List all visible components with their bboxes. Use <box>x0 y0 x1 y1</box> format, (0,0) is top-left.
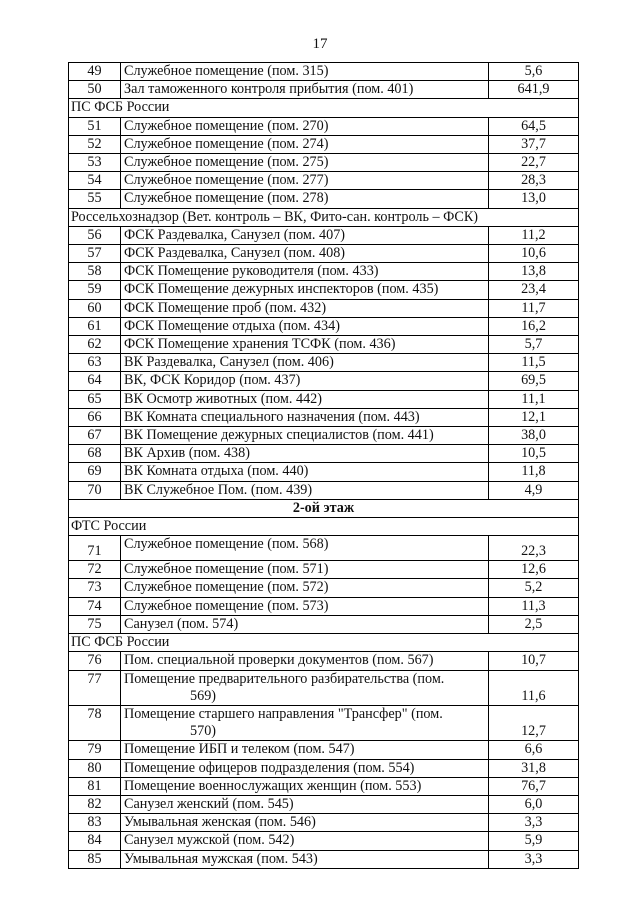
row-number: 49 <box>69 63 121 81</box>
room-area: 28,3 <box>489 172 579 190</box>
row-number: 82 <box>69 795 121 813</box>
room-name: Служебное помещение (пом. 275) <box>121 154 489 172</box>
table-row <box>69 299 579 317</box>
room-name-continuation: 569) <box>190 687 217 704</box>
page-number: 17 <box>312 36 328 52</box>
room-name: Помещение ИБП и телеком (пом. 547) <box>121 741 489 759</box>
row-number: 79 <box>69 741 121 759</box>
row-number: 59 <box>69 281 121 299</box>
table-row <box>69 354 579 372</box>
room-name: ФСК Помещение хранения ТСФК (пом. 436) <box>121 336 489 354</box>
row-number: 72 <box>69 561 121 579</box>
room-area: 11,2 <box>489 226 579 244</box>
row-number: 74 <box>69 597 121 615</box>
row-number: 63 <box>69 354 121 372</box>
room-name-line: Помещение предварительного разбирательства (пом. <box>124 670 445 687</box>
table-row <box>69 832 579 850</box>
room-name: Помещение офицеров подразделения (пом. 554) <box>121 759 489 777</box>
room-area: 13,0 <box>489 190 579 208</box>
table-row <box>69 579 579 597</box>
table-row <box>69 463 579 481</box>
group-heading: Россельхознадзор (Вет. контроль – ВК, Фито-сан. контроль – ФСК) <box>69 208 579 226</box>
table-row <box>69 281 579 299</box>
table-row <box>69 154 579 172</box>
table-row <box>69 597 579 615</box>
room-name: Санузел мужской (пом. 542) <box>121 832 489 850</box>
row-number: 77 <box>69 670 121 705</box>
row-number: 66 <box>69 408 121 426</box>
room-area: 3,3 <box>489 814 579 832</box>
premises-table-body <box>69 63 579 869</box>
group-heading: ПС ФСБ России <box>69 634 579 652</box>
floor-heading: 2-ой этаж <box>69 499 579 517</box>
room-area: 12,6 <box>489 561 579 579</box>
table-row <box>69 135 579 153</box>
room-area: 2,5 <box>489 615 579 633</box>
group-heading-row <box>69 518 579 536</box>
table-row <box>69 795 579 813</box>
room-name: Служебное помещение (пом. 270) <box>121 117 489 135</box>
room-area: 5,6 <box>489 63 579 81</box>
floor-heading-row <box>69 499 579 517</box>
room-area: 76,7 <box>489 777 579 795</box>
room-area: 64,5 <box>489 117 579 135</box>
table-row <box>69 63 579 81</box>
table-row <box>69 336 579 354</box>
room-name: Служебное помещение (пом. 315) <box>121 63 489 81</box>
room-area: 6,0 <box>489 795 579 813</box>
row-number: 73 <box>69 579 121 597</box>
table-row <box>69 245 579 263</box>
room-name: Служебное помещение (пом. 277) <box>121 172 489 190</box>
room-name: Помещение военнослужащих женщин (пом. 553) <box>121 777 489 795</box>
table-row <box>69 561 579 579</box>
room-area: 10,6 <box>489 245 579 263</box>
room-name: ВК, ФСК Коридор (пом. 437) <box>121 372 489 390</box>
table-row <box>69 777 579 795</box>
room-name: ФСК Помещение дежурных инспекторов (пом. 435) <box>121 281 489 299</box>
premises-table <box>68 62 579 869</box>
row-number: 84 <box>69 832 121 850</box>
room-name: ФСК Раздевалка, Санузел (пом. 408) <box>121 245 489 263</box>
room-name: Зал таможенного контроля прибытия (пом. 401) <box>121 81 489 99</box>
room-area: 31,8 <box>489 759 579 777</box>
room-area: 12,1 <box>489 408 579 426</box>
row-number: 69 <box>69 463 121 481</box>
room-name-continuation: 570) <box>190 723 217 740</box>
row-number: 65 <box>69 390 121 408</box>
room-area: 16,2 <box>489 317 579 335</box>
room-area: 22,7 <box>489 154 579 172</box>
room-area: 11,3 <box>489 597 579 615</box>
room-area: 3,3 <box>489 850 579 868</box>
table-row <box>69 117 579 135</box>
room-name: Служебное помещение (пом. 572) <box>121 579 489 597</box>
room-area: 12,7 <box>489 705 579 740</box>
room-name: ВК Помещение дежурных специалистов (пом. 441) <box>121 427 489 445</box>
room-area: 5,2 <box>489 579 579 597</box>
table-row <box>69 81 579 99</box>
room-name: Умывальная мужская (пом. 543) <box>121 850 489 868</box>
row-number: 75 <box>69 615 121 633</box>
room-area: 5,9 <box>489 832 579 850</box>
row-number: 55 <box>69 190 121 208</box>
row-number: 52 <box>69 135 121 153</box>
row-number: 83 <box>69 814 121 832</box>
row-number: 71 <box>69 536 121 561</box>
row-number: 51 <box>69 117 121 135</box>
room-name: ФСК Помещение отдыха (пом. 434) <box>121 317 489 335</box>
row-number: 54 <box>69 172 121 190</box>
row-number: 67 <box>69 427 121 445</box>
room-name: ФСК Раздевалка, Санузел (пом. 407) <box>121 226 489 244</box>
room-area: 641,9 <box>489 81 579 99</box>
room-name <box>121 705 489 740</box>
room-name: Служебное помещение (пом. 573) <box>121 597 489 615</box>
room-name: Служебное помещение (пом. 571) <box>121 561 489 579</box>
room-area: 5,7 <box>489 336 579 354</box>
room-area: 69,5 <box>489 372 579 390</box>
room-name: ФСК Помещение проб (пом. 432) <box>121 299 489 317</box>
room-name: Санузел (пом. 574) <box>121 615 489 633</box>
room-name: Служебное помещение (пом. 274) <box>121 135 489 153</box>
room-area: 11,7 <box>489 299 579 317</box>
room-name: Служебное помещение (пом. 278) <box>121 190 489 208</box>
room-name: Служебное помещение (пом. 568) <box>121 536 489 561</box>
table-row <box>69 317 579 335</box>
table-row <box>69 190 579 208</box>
table-row <box>69 705 579 740</box>
row-number: 70 <box>69 481 121 499</box>
room-area: 10,5 <box>489 445 579 463</box>
row-number: 57 <box>69 245 121 263</box>
table-row <box>69 741 579 759</box>
room-area: 37,7 <box>489 135 579 153</box>
row-number: 64 <box>69 372 121 390</box>
table-row <box>69 427 579 445</box>
row-number: 62 <box>69 336 121 354</box>
row-number: 58 <box>69 263 121 281</box>
row-number: 78 <box>69 705 121 740</box>
table-row <box>69 850 579 868</box>
table-row <box>69 670 579 705</box>
room-name: Санузел женский (пом. 545) <box>121 795 489 813</box>
table-row <box>69 445 579 463</box>
room-area: 10,7 <box>489 652 579 670</box>
row-number: 53 <box>69 154 121 172</box>
row-number: 76 <box>69 652 121 670</box>
table-row <box>69 652 579 670</box>
room-area: 11,6 <box>489 670 579 705</box>
room-area: 4,9 <box>489 481 579 499</box>
room-name: ВК Архив (пом. 438) <box>121 445 489 463</box>
room-name: Умывальная женская (пом. 546) <box>121 814 489 832</box>
table-row <box>69 481 579 499</box>
group-heading: ПС ФСБ России <box>69 99 579 117</box>
table-row <box>69 372 579 390</box>
table-row <box>69 759 579 777</box>
table-row <box>69 814 579 832</box>
room-area: 22,3 <box>489 536 579 561</box>
room-area: 6,6 <box>489 741 579 759</box>
room-name: ВК Служебное Пом. (пом. 439) <box>121 481 489 499</box>
group-heading-row <box>69 208 579 226</box>
table-row <box>69 615 579 633</box>
room-name: ВК Комната отдыха (пом. 440) <box>121 463 489 481</box>
row-number: 56 <box>69 226 121 244</box>
table-row <box>69 172 579 190</box>
room-area: 13,8 <box>489 263 579 281</box>
row-number: 81 <box>69 777 121 795</box>
table-row <box>69 536 579 561</box>
room-name: Пом. специальной проверки документов (пом. 567) <box>121 652 489 670</box>
room-area: 11,8 <box>489 463 579 481</box>
room-name <box>121 670 489 705</box>
table-row <box>69 390 579 408</box>
row-number: 80 <box>69 759 121 777</box>
row-number: 85 <box>69 850 121 868</box>
room-name-line: Помещение старшего направления "Трансфер" (пом. <box>124 705 443 722</box>
row-number: 68 <box>69 445 121 463</box>
room-area: 23,4 <box>489 281 579 299</box>
table-row <box>69 226 579 244</box>
table-row <box>69 408 579 426</box>
group-heading: ФТС России <box>69 518 579 536</box>
room-area: 11,1 <box>489 390 579 408</box>
row-number: 50 <box>69 81 121 99</box>
group-heading-row <box>69 634 579 652</box>
room-name: ФСК Помещение руководителя (пом. 433) <box>121 263 489 281</box>
room-area: 11,5 <box>489 354 579 372</box>
row-number: 60 <box>69 299 121 317</box>
table-row <box>69 263 579 281</box>
room-name: ВК Комната специального назначения (пом. 443) <box>121 408 489 426</box>
group-heading-row <box>69 99 579 117</box>
room-name: ВК Осмотр животных (пом. 442) <box>121 390 489 408</box>
room-name: ВК Раздевалка, Санузел (пом. 406) <box>121 354 489 372</box>
room-area: 38,0 <box>489 427 579 445</box>
row-number: 61 <box>69 317 121 335</box>
